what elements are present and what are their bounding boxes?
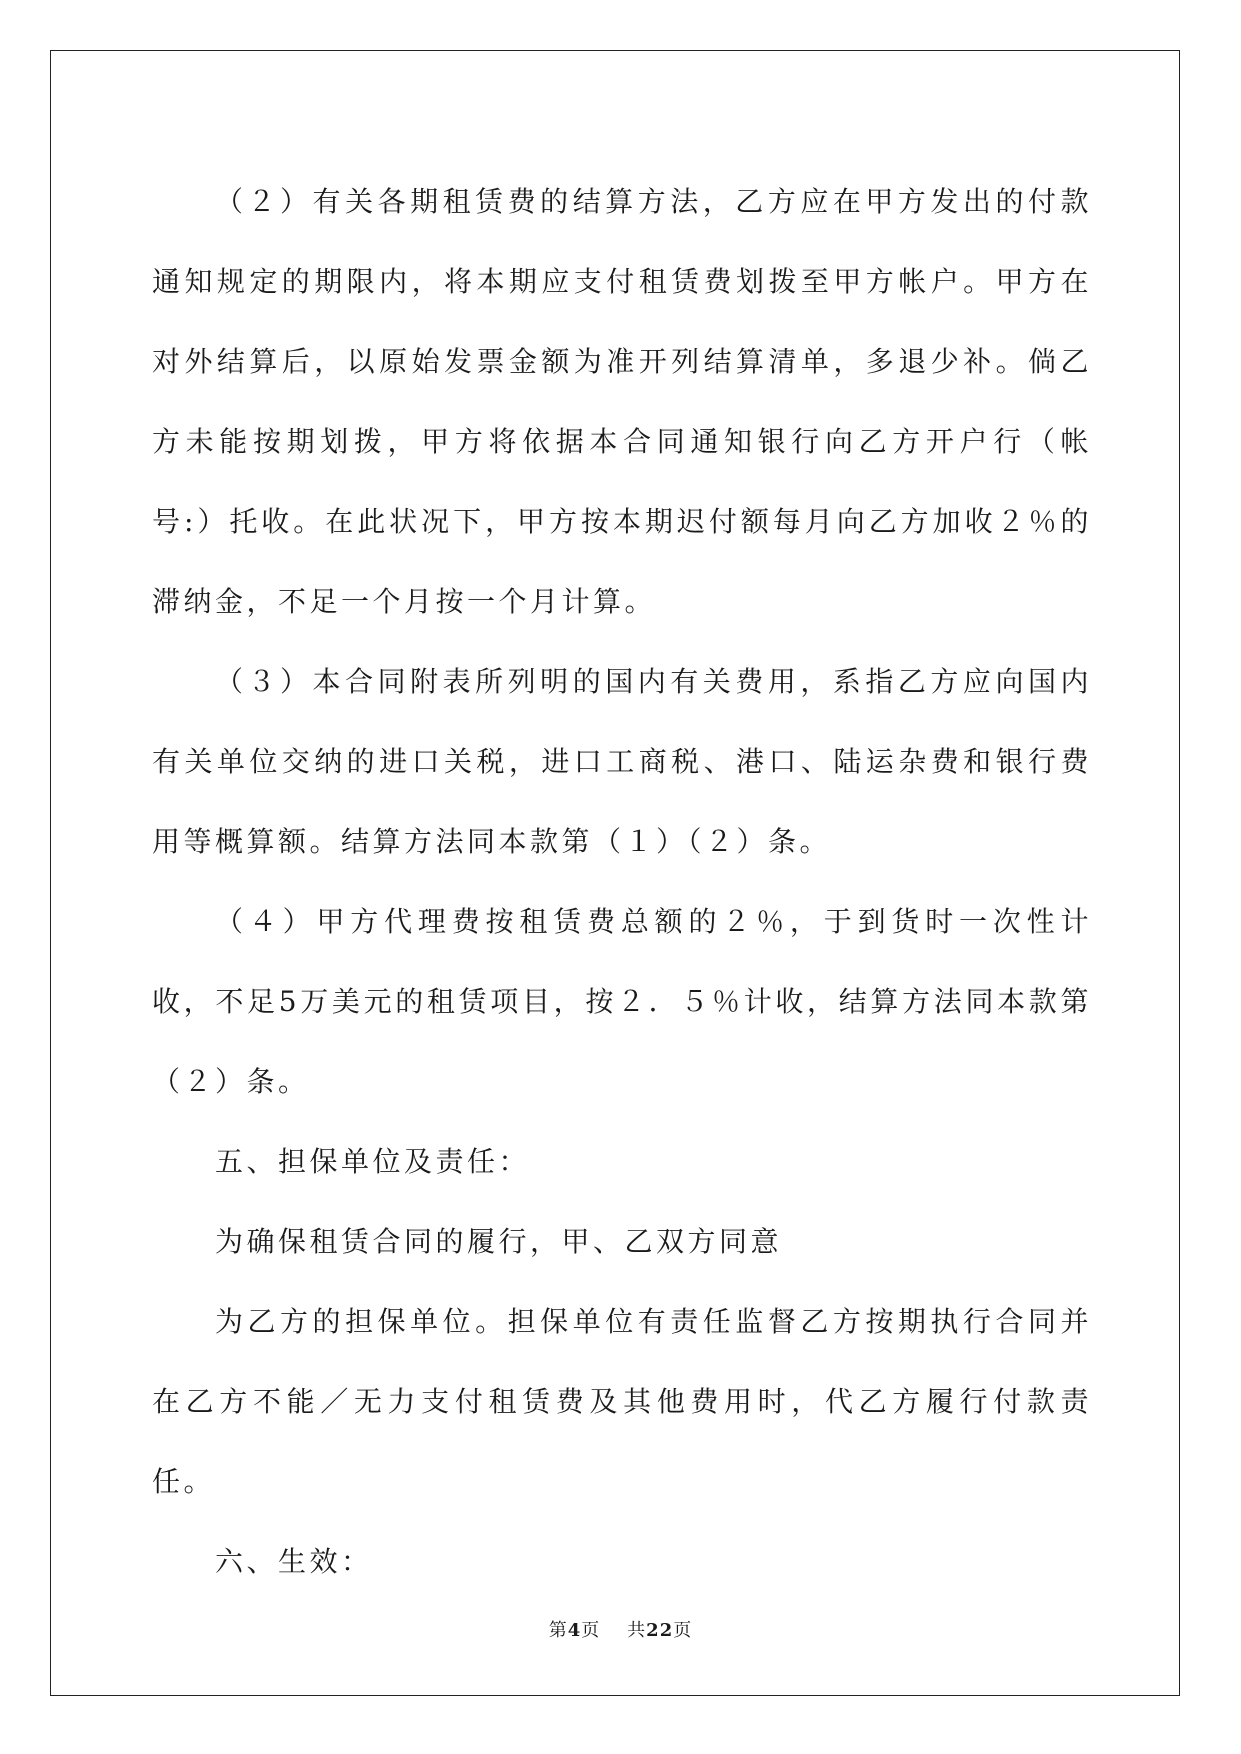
total-prefix: 共 — [627, 1620, 647, 1641]
page-prefix: 第 — [548, 1620, 568, 1641]
page-suffix: 页 — [581, 1620, 601, 1641]
section-heading-guarantor: 五、担保单位及责任： — [215, 1145, 531, 1178]
document-body — [152, 162, 1092, 1602]
total-pages: 22 — [646, 1620, 674, 1641]
paragraph-settlement-method: （２）有关各期租赁费的结算方法，乙方应在甲方发出的付款通知规定的期限内，将本期应支付租赁费划拨至甲方帐户。甲方在对外结算后，以原始发票金额为准开列结算清单，多退少补。倘乙方未能按期划拨，甲方将依据本合同通知银行向乙方开户行（帐号:）托收。在此状况下，甲方按本期迟付额每月向乙方加收２％的滞纳金，不足一个月按一个月计算。 — [152, 185, 1092, 618]
page-footer — [0, 1616, 1241, 1642]
paragraph-guarantor-duty: 为乙方的担保单位。担保单位有责任监督乙方按期执行合同并在乙方不能／无力支付租赁费及其他费用时，代乙方履行付款责任。 — [152, 1305, 1092, 1498]
page-number: 4 — [567, 1620, 582, 1641]
total-suffix: 页 — [673, 1620, 693, 1641]
paragraph-guarantor-intro: 为确保租赁合同的履行，甲、乙双方同意 — [215, 1225, 783, 1258]
paragraph-agency-fee: （４）甲方代理费按租赁费总额的２％，于到货时一次性计收，不足5万美元的租赁项目，按２．５％计收，结算方法同本款第（２）条。 — [152, 905, 1092, 1098]
section-heading-effect: 六、生效： — [215, 1545, 373, 1578]
paragraph-domestic-fees: （３）本合同附表所列明的国内有关费用，系指乙方应向国内有关单位交纳的进口关税，进口工商税、港口、陆运杂费和银行费用等概算额。结算方法同本款第（１）（２）条。 — [152, 665, 1092, 858]
